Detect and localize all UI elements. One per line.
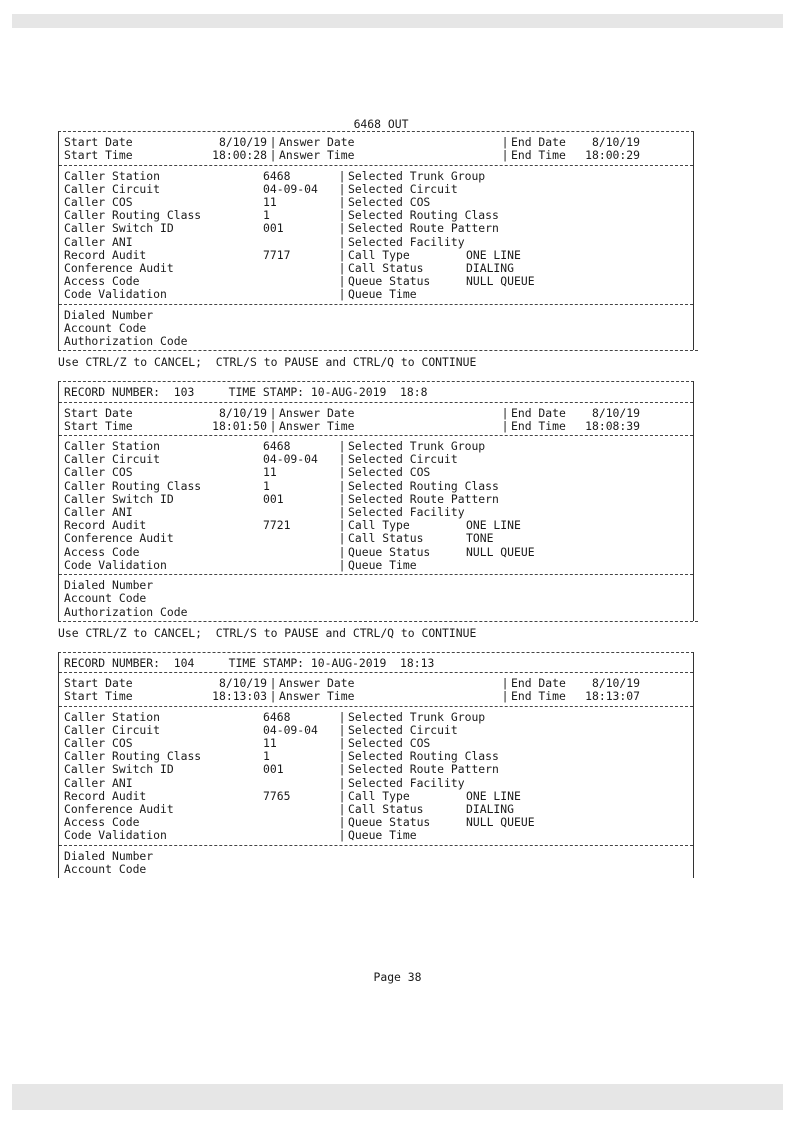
selected-facility-label: Selected Facility bbox=[348, 234, 465, 249]
call-log-page bbox=[58, 118, 694, 878]
caller-circuit-label: Caller Circuit bbox=[64, 452, 161, 467]
call-type-label: Call Type bbox=[348, 788, 410, 803]
end-date-value: 8/10/19 bbox=[591, 676, 640, 691]
selected-routing-class-label: Selected Routing Class bbox=[348, 749, 499, 764]
caller-section: Caller Station 6468 | Selected Trunk Group Caller Circuit 04-09-04 | Selected Circuit Caller COS 11 | Selected COS Caller Routing Class 1 | Selected Routing Class Caller Switch ID 001 | Selected Route Pattern Caller ANI | Selected Facility Record Audit 7717 | Call Type ONE LINE Conference Audit | Call Status DIALING Access Code | Queue Status NULL QUEUE Code Validation | Queue Time bbox=[59, 165, 693, 304]
record-audit-label: Record Audit bbox=[64, 788, 147, 803]
selected-routing-class-label: Selected Routing Class bbox=[348, 208, 499, 223]
dialed-section bbox=[59, 845, 693, 878]
selected-route-pattern-label: Selected Route Pattern bbox=[348, 762, 499, 777]
page-footer: Page 38 bbox=[373, 970, 422, 984]
caller-switch-id-value: 001 bbox=[263, 491, 284, 506]
time-stamp-value: 10-AUG-2019 18:13 bbox=[310, 655, 435, 670]
time-stamp-label: TIME STAMP: bbox=[228, 655, 305, 670]
record-audit-label: Record Audit bbox=[64, 247, 147, 262]
page-header: 6468 OUT bbox=[353, 117, 409, 131]
selected-circuit-label: Selected Circuit bbox=[348, 722, 458, 737]
call-status-label: Call Status bbox=[348, 801, 424, 816]
caller-station-value: 6468 bbox=[263, 439, 291, 454]
answer-date-label: Answer Date bbox=[279, 135, 355, 150]
answer-time-label: Answer Time bbox=[279, 148, 355, 163]
dialed-section bbox=[59, 574, 693, 621]
call-record-104: RECORD NUMBER: 104 TIME STAMP: 10-AUG-2019 18:13 Start Date 8/10/19 | Answer Date | End Date 8/10/19 Start Time 18:13:03 | Answer Time | End Time 18:13:07 Caller Station 6468 | Selected Trunk Group Caller Circuit 04-09-04 | Selected Circuit Caller COS 11 | Selected COS Caller Routing Class 1 | Selected Routing Class Caller Switch ID 001 | Selected Route Pattern Caller ANI | Selected Facility Record Audit 7765 | Call Type ONE LINE Conference Audit | Call Status DIALING Access Code | Queue Status NULL QUEUE Code Validation | Queue Time Dialed Number Account Code bbox=[58, 652, 694, 878]
answer-date-label: Answer Date bbox=[279, 405, 355, 420]
caller-cos-label: Caller COS bbox=[64, 465, 133, 480]
start-date-label: Start Date bbox=[64, 135, 133, 150]
end-time-label: End Time bbox=[511, 148, 566, 163]
account-code-label: Account Code bbox=[64, 861, 147, 876]
authorization-code-label: Authorization Code bbox=[64, 604, 188, 619]
control-message: Use CTRL/Z to CANCEL; CTRL/S to PAUSE and CTRL/Q to CONTINUE bbox=[58, 355, 477, 370]
queue-status-value: NULL QUEUE bbox=[466, 815, 535, 830]
dialed-number-label: Dialed Number bbox=[64, 578, 154, 593]
caller-routing-class-value: 1 bbox=[263, 208, 270, 223]
caller-station-label: Caller Station bbox=[64, 439, 161, 454]
call-type-value: ONE LINE bbox=[466, 518, 521, 533]
queue-status-label: Queue Status bbox=[348, 815, 431, 830]
code-validation-label: Code Validation bbox=[64, 557, 167, 572]
caller-switch-id-value: 001 bbox=[263, 221, 284, 236]
call-type-value: ONE LINE bbox=[466, 247, 521, 262]
record-number-value: 104 bbox=[173, 655, 195, 670]
selected-cos-label: Selected COS bbox=[348, 735, 431, 750]
dialed-number-label: Dialed Number bbox=[64, 848, 154, 863]
caller-routing-class-label: Caller Routing Class bbox=[64, 478, 202, 493]
queue-status-label: Queue Status bbox=[348, 544, 431, 559]
account-code-label: Account Code bbox=[64, 320, 147, 335]
conference-audit-label: Conference Audit bbox=[64, 531, 174, 546]
caller-circuit-value: 04-09-04 bbox=[263, 181, 318, 196]
caller-cos-label: Caller COS bbox=[64, 195, 133, 210]
access-code-label: Access Code bbox=[64, 815, 140, 830]
code-validation-label: Code Validation bbox=[64, 828, 167, 843]
call-type-label: Call Type bbox=[348, 247, 410, 262]
end-date-value: 8/10/19 bbox=[591, 135, 640, 150]
selected-trunk-group-label: Selected Trunk Group bbox=[348, 439, 486, 454]
end-date-label: End Date bbox=[511, 135, 566, 150]
queue-time-label: Queue Time bbox=[348, 557, 417, 572]
selected-circuit-label: Selected Circuit bbox=[348, 181, 458, 196]
caller-cos-label: Caller COS bbox=[64, 735, 133, 750]
selected-route-pattern-label: Selected Route Pattern bbox=[348, 221, 499, 236]
start-time-value: 18:01:50 bbox=[212, 418, 267, 433]
caller-station-value: 6468 bbox=[263, 709, 291, 724]
caller-station-label: Caller Station bbox=[64, 168, 161, 183]
caller-switch-id-label: Caller Switch ID bbox=[64, 221, 174, 236]
end-time-value: 18:00:29 bbox=[585, 148, 640, 163]
call-record-1 bbox=[58, 131, 694, 350]
caller-switch-id-label: Caller Switch ID bbox=[64, 762, 174, 777]
start-time-value: 18:13:03 bbox=[212, 689, 267, 704]
account-code-label: Account Code bbox=[64, 591, 147, 606]
selected-cos-label: Selected COS bbox=[348, 465, 431, 480]
caller-switch-id-value: 001 bbox=[263, 762, 284, 777]
scan-bottom-band bbox=[12, 1084, 783, 1110]
call-status-label: Call Status bbox=[348, 261, 424, 276]
caller-cos-value: 11 bbox=[263, 735, 277, 750]
caller-routing-class-label: Caller Routing Class bbox=[64, 749, 202, 764]
access-code-label: Access Code bbox=[64, 544, 140, 559]
start-time-row: Start Time 18:00:28 | Answer Time | End Time 18:00:29 bbox=[64, 148, 640, 163]
end-date-label: End Date bbox=[511, 405, 566, 420]
end-time-label: End Time bbox=[511, 418, 566, 433]
call-status-value: DIALING bbox=[466, 261, 515, 276]
conference-audit-label: Conference Audit bbox=[64, 261, 174, 276]
record-audit-value: 7765 bbox=[263, 788, 291, 803]
start-time-label: Start Time bbox=[64, 689, 133, 704]
start-time-value: 18:00:28 bbox=[212, 148, 267, 163]
record-audit-label: Record Audit bbox=[64, 518, 147, 533]
selected-circuit-label: Selected Circuit bbox=[348, 452, 458, 467]
access-code-label: Access Code bbox=[64, 274, 140, 289]
queue-time-label: Queue Time bbox=[348, 287, 417, 302]
caller-routing-class-value: 1 bbox=[263, 749, 270, 764]
authorization-code-label: Authorization Code bbox=[64, 334, 188, 349]
caller-cos-value: 11 bbox=[263, 195, 277, 210]
selected-facility-label: Selected Facility bbox=[348, 505, 465, 520]
start-date-value: 8/10/19 bbox=[218, 135, 267, 150]
answer-time-label: Answer Time bbox=[279, 689, 355, 704]
call-type-value: ONE LINE bbox=[466, 788, 521, 803]
start-date-label: Start Date bbox=[64, 676, 133, 691]
record-audit-value: 7721 bbox=[263, 518, 291, 533]
start-date-label: Start Date bbox=[64, 405, 133, 420]
start-date-value: 8/10/19 bbox=[218, 405, 267, 420]
end-date-label: End Date bbox=[511, 676, 566, 691]
dialed-section bbox=[59, 304, 693, 351]
record-header-row bbox=[59, 653, 693, 672]
end-time-value: 18:13:07 bbox=[585, 689, 640, 704]
caller-circuit-label: Caller Circuit bbox=[64, 181, 161, 196]
call-status-value: DIALING bbox=[466, 801, 515, 816]
start-time-label: Start Time bbox=[64, 418, 133, 433]
record-header-row bbox=[59, 382, 693, 401]
selected-route-pattern-label: Selected Route Pattern bbox=[348, 491, 499, 506]
control-message: Use CTRL/Z to CANCEL; CTRL/S to PAUSE and CTRL/Q to CONTINUE bbox=[58, 625, 477, 640]
time-stamp-value: 10-AUG-2019 18:8 bbox=[310, 385, 428, 400]
caller-routing-class-label: Caller Routing Class bbox=[64, 208, 202, 223]
call-status-label: Call Status bbox=[348, 531, 424, 546]
end-time-value: 18:08:39 bbox=[585, 418, 640, 433]
record-audit-value: 7717 bbox=[263, 247, 291, 262]
caller-ani-label: Caller ANI bbox=[64, 505, 133, 520]
queue-time-label: Queue Time bbox=[348, 828, 417, 843]
call-status-value: TONE bbox=[466, 531, 494, 546]
dialed-number-label: Dialed Number bbox=[64, 307, 154, 322]
selected-trunk-group-label: Selected Trunk Group bbox=[348, 709, 486, 724]
selected-facility-label: Selected Facility bbox=[348, 775, 465, 790]
selected-routing-class-label: Selected Routing Class bbox=[348, 478, 499, 493]
caller-switch-id-label: Caller Switch ID bbox=[64, 491, 174, 506]
caller-station-value: 6468 bbox=[263, 168, 291, 183]
start-time-label: Start Time bbox=[64, 148, 133, 163]
selected-trunk-group-label: Selected Trunk Group bbox=[348, 168, 486, 183]
selected-cos-label: Selected COS bbox=[348, 195, 431, 210]
caller-section: Caller Station 6468 | Selected Trunk Group Caller Circuit 04-09-04 | Selected Circuit Caller COS 11 | Selected COS Caller Routing Class 1 | Selected Routing Class Caller Switch ID 001 | Selected Route Pattern Caller ANI | Selected Facility Record Audit 7765 | Call Type ONE LINE Conference Audit | Call Status DIALING Access Code | Queue Status NULL QUEUE Code Validation | Queue Time bbox=[59, 706, 693, 845]
end-date-value: 8/10/19 bbox=[591, 405, 640, 420]
time-stamp-label: TIME STAMP: bbox=[228, 385, 305, 400]
caller-cos-value: 11 bbox=[263, 465, 277, 480]
caller-circuit-label: Caller Circuit bbox=[64, 722, 161, 737]
caller-ani-label: Caller ANI bbox=[64, 775, 133, 790]
caller-circuit-value: 04-09-04 bbox=[263, 452, 318, 467]
queue-status-label: Queue Status bbox=[348, 274, 431, 289]
caller-section: Caller Station 6468 | Selected Trunk Group Caller Circuit 04-09-04 | Selected Circuit Caller COS 11 | Selected COS Caller Routing Class 1 | Selected Routing Class Caller Switch ID 001 | Selected Route Pattern Caller ANI | Selected Facility Record Audit 7721 | Call Type ONE LINE Conference Audit | Call Status TONE Access Code | Queue Status NULL QUEUE Code Validation | Queue Time bbox=[59, 435, 693, 574]
call-type-label: Call Type bbox=[348, 518, 410, 533]
end-time-label: End Time bbox=[511, 689, 566, 704]
record-number-label: RECORD NUMBER: bbox=[64, 655, 161, 670]
start-date-row: Start Date 8/10/19 | Answer Date | End Date 8/10/19 bbox=[64, 135, 640, 150]
caller-routing-class-value: 1 bbox=[263, 478, 270, 493]
code-validation-label: Code Validation bbox=[64, 287, 167, 302]
queue-status-value: NULL QUEUE bbox=[466, 274, 535, 289]
caller-circuit-value: 04-09-04 bbox=[263, 722, 318, 737]
call-record-103: RECORD NUMBER: 103 TIME STAMP: 10-AUG-2019 18:8 Start Date 8/10/19 | Answer Date | End Date 8/10/19 Start Time 18:01:50 | Answer Time | End Time 18:08:39 Caller Station 6468 | Selected Trunk Group Caller Circuit 04-09-04 | Selected Circuit Caller COS 11 | Selected COS Caller Routing Class 1 | Selected Routing Class Caller Switch ID 001 | Selected Route Pattern Caller ANI | Selected Facility Record Audit 7721 | Call Type ONE LINE Conference Audit | Call Status TONE Access Code | Queue Status NULL QUEUE Code Validation | Queue Time Dialed Number Account Code Authorization Code bbox=[58, 381, 694, 620]
scan-top-band bbox=[12, 14, 783, 28]
start-date-value: 8/10/19 bbox=[218, 676, 267, 691]
caller-ani-label: Caller ANI bbox=[64, 234, 133, 249]
answer-date-label: Answer Date bbox=[279, 676, 355, 691]
conference-audit-label: Conference Audit bbox=[64, 801, 174, 816]
caller-station-label: Caller Station bbox=[64, 709, 161, 724]
answer-time-label: Answer Time bbox=[279, 418, 355, 433]
record-number-label: RECORD NUMBER: bbox=[64, 385, 161, 400]
record-number-value: 103 bbox=[173, 385, 195, 400]
queue-status-value: NULL QUEUE bbox=[466, 544, 535, 559]
